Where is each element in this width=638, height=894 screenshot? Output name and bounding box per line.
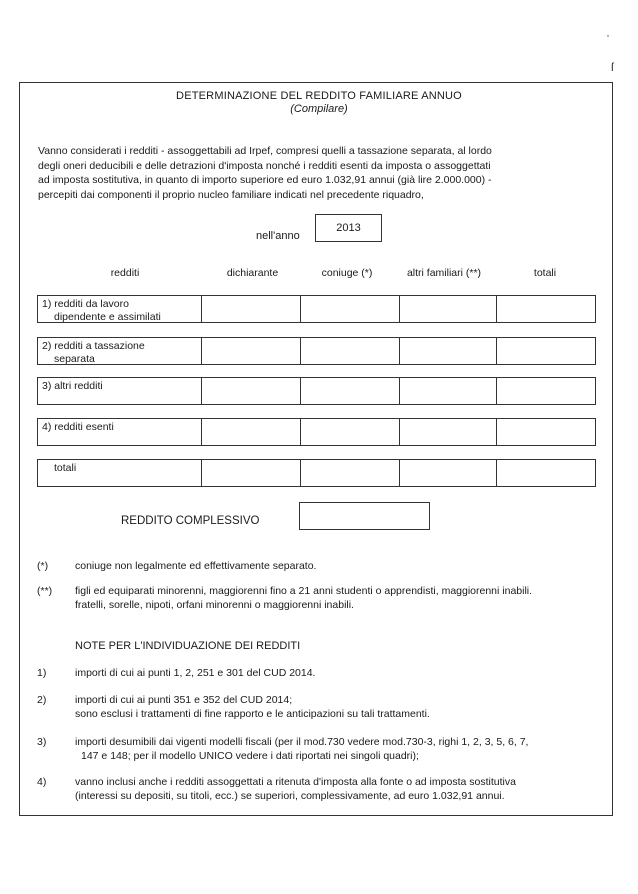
note-number: 2) [37,694,47,706]
note-line: importi di cui ai punti 1, 2, 251 e 301 del CUD 2014. [75,667,316,679]
form-subtitle: (Compilare) [290,103,348,115]
cell-coniuge[interactable] [300,459,399,487]
cell-coniuge[interactable] [300,337,399,365]
footnote-line: figli ed equiparati minorenni, maggiorenni fino a 21 anni studenti o apprendisti, maggiorenni inabili. [75,585,533,597]
table-row [37,337,596,365]
footnote-mark: (**) [37,585,53,597]
cell-dichiarante[interactable] [201,418,300,446]
cell-totali[interactable] [496,377,596,405]
cell-coniuge[interactable] [300,418,399,446]
footnote-line: fratelli, sorelle, nipoti, orfani minorenni o maggiorenni inabili. [75,598,354,611]
note-line: 147 e 148; per il modello UNICO vedere i dati riportati nei singoli quadri); [81,749,419,762]
row-label [42,380,103,393]
cell-totali[interactable] [496,337,596,365]
intro-paragraph [38,144,598,202]
row-label-line: 2) redditi a tassazione [42,340,145,352]
row-label [42,421,114,434]
cell-totali[interactable] [496,295,596,323]
notes-title: NOTE PER L'INDIVIDUAZIONE DEI REDDITI [75,640,301,652]
row-label [42,298,161,323]
year-label: nell'anno [256,230,300,242]
row-label-line: dipendente e assimilati [54,310,161,323]
note-number: 4) [37,776,47,788]
footnote-mark: (*) [37,560,49,572]
note-number: 3) [37,736,47,748]
note-text [75,736,605,763]
cell-dichiarante[interactable] [201,459,300,487]
note-line: sono esclusi i trattamenti di fine rapporto e le anticipazioni su tali trattamenti. [75,707,430,720]
footnote-line: coniuge non legalmente ed effettivamente separato. [75,560,317,572]
column-header-altri-familiari: altri familiari (**) [406,267,482,279]
row-label [54,462,76,475]
cell-coniuge[interactable] [300,295,399,323]
column-header-dichiarante: dichiarante [226,267,279,279]
note-line: importi di cui ai punti 351 e 352 del CUD 2014; [75,694,293,706]
cell-altri-familiari[interactable] [399,295,496,323]
column-header-totali: totali [533,267,557,279]
footnote-text [75,560,600,574]
year-field[interactable]: 2013 [315,214,382,242]
row-label-line: separata [54,352,95,365]
note-line: vanno inclusi anche i redditi assoggettati a ritenuta d'imposta alla fonte o ad imposta sostitutiva [75,776,516,788]
cell-coniuge[interactable] [300,377,399,405]
column-header-redditi: redditi [110,267,140,279]
cell-altri-familiari[interactable] [399,377,496,405]
row-label-line: 1) redditi da lavoro [42,298,129,310]
table-row [37,295,596,323]
note-line: importi desumibili dai vigenti modelli fiscali (per il mod.730 vedere mod.730-3, righi 1, 2, 3, 5, 6, 7, [75,736,529,748]
note-line: (interessi su depositi, su titoli, ecc.) se superiori, complessivamente, ad euro 1.032,91 annui. [75,789,505,802]
scan-mark: ſ [611,60,614,74]
footnote-text [75,585,600,612]
intro-line: percepiti dai componenti il proprio nucleo familiare indicati nel precedente riquadro, [38,188,424,201]
cell-altri-familiari[interactable] [399,459,496,487]
cell-totali[interactable] [496,418,596,446]
table-row [37,377,596,405]
intro-line: Vanno considerati i redditi - assoggettabili ad Irpef, compresi quelli a tassazione separata, al lordo [38,145,492,157]
reddito-complessivo-field[interactable] [299,502,430,530]
table-row-totali [37,459,596,487]
cell-dichiarante[interactable] [201,377,300,405]
cell-totali[interactable] [496,459,596,487]
row-label-line: 4) redditi esenti [42,421,114,433]
note-number: 1) [37,667,47,679]
table-row [37,418,596,446]
scan-mark: · [606,28,610,42]
cell-dichiarante[interactable] [201,295,300,323]
intro-line: ad imposta sostitutiva, in quanto di importo superiore ed euro 1.032,91 annui (già lire 2.000.000) - [38,174,492,186]
cell-altri-familiari[interactable] [399,337,496,365]
row-label [42,340,145,365]
row-label-line: totali [54,462,77,474]
form-title: DETERMINAZIONE DEL REDDITO FAMILIARE ANNUO [176,90,462,102]
cell-altri-familiari[interactable] [399,418,496,446]
note-text [75,694,600,721]
intro-line: degli oneri deducibili e delle detrazioni d'imposta nonché i redditi esenti da imposta o assoggettati [38,159,491,172]
reddito-complessivo-label: REDDITO COMPLESSIVO [121,515,260,527]
cell-dichiarante[interactable] [201,337,300,365]
row-label-line: 3) altri redditi [42,380,103,392]
note-text [75,776,605,803]
note-text [75,667,600,681]
column-header-coniuge: coniuge (*) [321,267,373,279]
